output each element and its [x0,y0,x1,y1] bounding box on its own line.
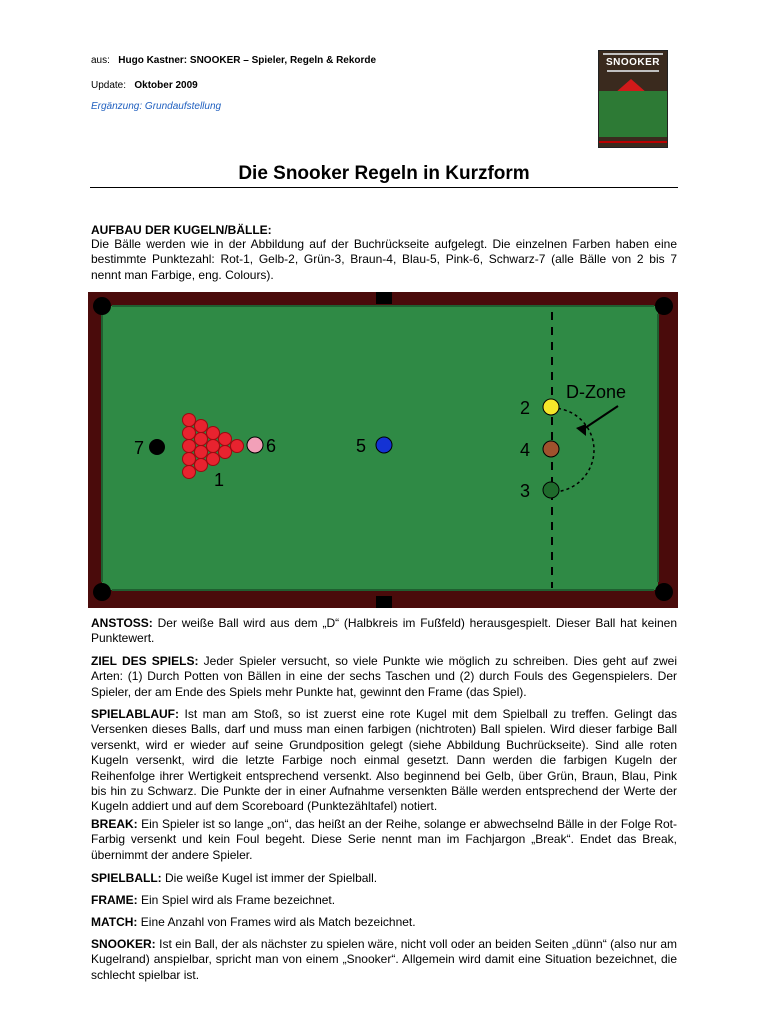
cover-strip [603,53,663,55]
red-ball [207,453,220,466]
red-ball [183,414,196,427]
source-line [91,55,376,67]
blue-label: 5 [356,436,367,456]
text-ziel: Jeder Spieler versucht, so viele Punkte wie möglich zu schreiben. Dies geht auf zwei Arten: (1) Durch Potten von Bällen in eine der sechs Taschen und (2) durch Fouls des Gegenspielers. Der Spieler, der am Ende des Spiels mehr Punkte hat, gewinnt den Frame (das Spiel). [91,654,677,699]
red-ball [183,427,196,440]
pocket-bottom-middle [376,596,392,608]
setup-text: Die Bälle werden wie in der Abbildung auf der Buchrückseite aufgelegt. Die einzelnen Farben haben eine bestimmte Punktezahl: Rot-1, Gelb-2, Grün-3, Braun-4, Blau-5, Pink-6, Schwarz-7 (alle Bälle von 2 bis 7 nennt man Farbige, eng. Colours). [91,237,677,282]
pink-label: 6 [266,436,277,456]
pocket-bottom-right [655,583,673,601]
page-title: Die Snooker Regeln in Kurzform [238,163,530,184]
setup-heading: AUFBAU DER KUGELN/BÄLLE: [91,223,272,237]
text-frame: Ein Spiel wird als Frame bezeichnet. [141,893,336,907]
text-break: Ein Spieler ist so lange „on“, das heißt an der Reihe, solange er abwechselnd Bälle in der Folge Rot-Farbig versenkt und kein Foul begeht. Diese Serie nennt man im Fachjargon „Break“. Endet das Break, übernimmt der andere Spieler. [91,817,677,862]
cover-strip [607,70,659,72]
red-ball [195,446,208,459]
term-match: MATCH: [91,915,138,929]
red-ball [231,440,244,453]
update-prefix: Update: [91,80,127,91]
red-ball [219,433,232,446]
red-ball [207,427,220,440]
term-ziel: ZIEL DES SPIELS: [91,654,199,668]
black-ball [149,439,165,455]
source-title: Hugo Kastner: SNOOKER – Spieler, Regeln & Rekorde [118,55,377,66]
term-snooker: SNOOKER: [91,937,156,951]
pocket-top-middle [376,292,392,304]
source-prefix: aus: [91,55,110,66]
section-match [91,915,677,930]
pink-ball [247,437,263,453]
section-snooker [91,937,677,983]
section-ziel [91,654,677,700]
cover-table-image [599,91,667,137]
red-ball [219,446,232,459]
pocket-bottom-left [93,583,111,601]
yellow-label: 2 [520,398,531,418]
title-divider [90,187,678,188]
cover-title: SNOOKER [605,57,661,68]
text-spielablauf: Ist man am Stoß, so ist zuerst eine rote Kugel mit dem Spielball zu treffen. Gelingt das Versenken dieses Balls, darf und muss man einen farbigen (nichtroten) Ball spielen. Wird dieser farbige Ball versenkt, wird er wieder auf seine Grundposition gelegt (siehe Abbildung Buchrückseite). Sind alle roten Kugeln versenkt, wird die letzte Farbige noch einmal gesetzt. Dann werden die farbigen Kugeln der Reihenfolge ihrer Wertigkeit entsprechend versenkt. Also beginnend bei Gelb, über Grün, Braun, Blau, Pink bis hin zu Schwarz. Die Punkte der in einer Aufnahme versenkten Bälle werden entsprechend der Werte der Kugeln addiert und auf dem Scoreboard (Punktezähltafel) notiert. [91,707,677,814]
term-break: BREAK: [91,817,138,831]
blue-ball [376,437,392,453]
section-break [91,817,677,863]
red-ball [183,453,196,466]
brown-ball [543,441,559,457]
cover-bar [599,141,667,143]
snooker-table-diagram [88,292,678,608]
black-label: 7 [134,438,145,458]
red-ball [183,440,196,453]
text-match: Eine Anzahl von Frames wird als Match bezeichnet. [140,915,416,929]
d-zone-label: D-Zone [566,382,627,402]
term-spielablauf: SPIELABLAUF: [91,707,179,721]
red-ball [207,440,220,453]
section-frame [91,893,677,908]
supplement-note: Ergänzung: Grundaufstellung [91,101,222,112]
section-spielball [91,871,677,886]
green-ball [543,482,559,498]
section-anstoss [91,616,677,647]
update-line [91,80,198,92]
book-cover-image [598,50,668,148]
red-ball [195,459,208,472]
text-spielball: Die weiße Kugel ist immer der Spielball. [165,871,378,885]
red-label: 1 [214,470,225,490]
yellow-ball [543,399,559,415]
green-label: 3 [520,481,531,501]
red-ball [195,433,208,446]
pocket-top-right [655,297,673,315]
term-frame: FRAME: [91,893,138,907]
update-date: Oktober 2009 [134,80,198,91]
pocket-top-left [93,297,111,315]
red-ball [183,466,196,479]
text-snooker: Ist ein Ball, der als nächster zu spielen wäre, nicht voll oder an beiden Seiten „dünn“ (also nur am Kugelrand) anspielbar, spricht man von einem „Snooker“. Allgemein wird damit eine Situation bezeichnet, die schlecht spielbar ist. [91,937,678,982]
brown-label: 4 [520,440,531,460]
red-ball [195,420,208,433]
term-anstoss: ANSTOSS: [91,616,153,630]
section-spielablauf [91,707,677,815]
term-spielball: SPIELBALL: [91,871,162,885]
text-anstoss: Der weiße Ball wird aus dem „D“ (Halbkreis im Fußfeld) herausgespielt. Dieser Ball hat keinen Punktewert. [91,616,677,646]
